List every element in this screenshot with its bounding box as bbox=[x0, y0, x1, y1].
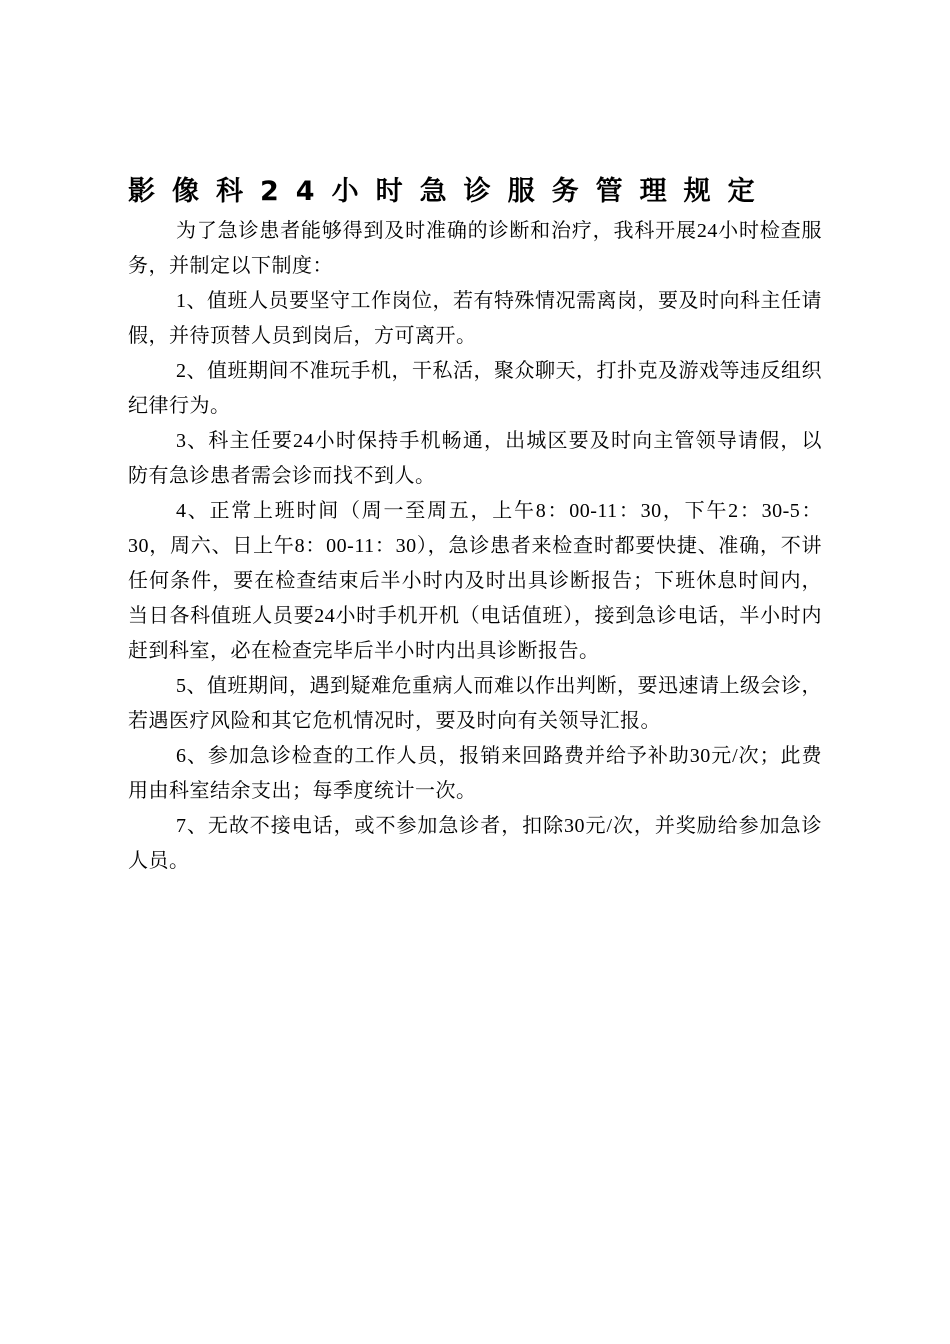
rule-6: 6、参加急诊检查的工作人员，报销来回路费并给予补助30元/次；此费用由科室结余支出；每季度统计一次。 bbox=[128, 745, 822, 802]
document-page bbox=[128, 170, 822, 879]
rule-2: 2、值班期间不准玩手机，干私活，聚众聊天，打扑克及游戏等违反组织纪律行为。 bbox=[128, 360, 822, 417]
rule-4: 4、正常上班时间（周一至周五，上午8：00-11：30，下午2：30-5：30，周六、日上午8：00-11：30），急诊患者来检查时都要快捷、准确，不讲任何条件，要在检查结束后半小时内及时出具诊断报告；下班休息时间内，当日各科值班人员要24小时手机开机（电话值班），接到急诊电话，半小时内赶到科室，必在检查完毕后半小时内出具诊断报告。 bbox=[128, 500, 822, 662]
rule-3: 3、科主任要24小时保持手机畅通，出城区要及时向主管领导请假，以防有急诊患者需会诊而找不到人。 bbox=[128, 430, 822, 487]
rule-5: 5、值班期间，遇到疑难危重病人而难以作出判断，要迅速请上级会诊，若遇医疗风险和其它危机情况时，要及时向有关领导汇报。 bbox=[128, 675, 822, 732]
rule-1: 1、值班人员要坚守工作岗位，若有特殊情况需离岗，要及时向科主任请假，并待顶替人员到岗后，方可离开。 bbox=[128, 290, 822, 347]
document-title: 影像科24小时急诊服务管理规定 bbox=[128, 176, 772, 207]
intro-paragraph: 为了急诊患者能够得到及时准确的诊断和治疗，我科开展24小时检查服务，并制定以下制度： bbox=[128, 220, 822, 277]
rule-7: 7、无故不接电话，或不参加急诊者，扣除30元/次，并奖励给参加急诊人员。 bbox=[128, 815, 822, 872]
